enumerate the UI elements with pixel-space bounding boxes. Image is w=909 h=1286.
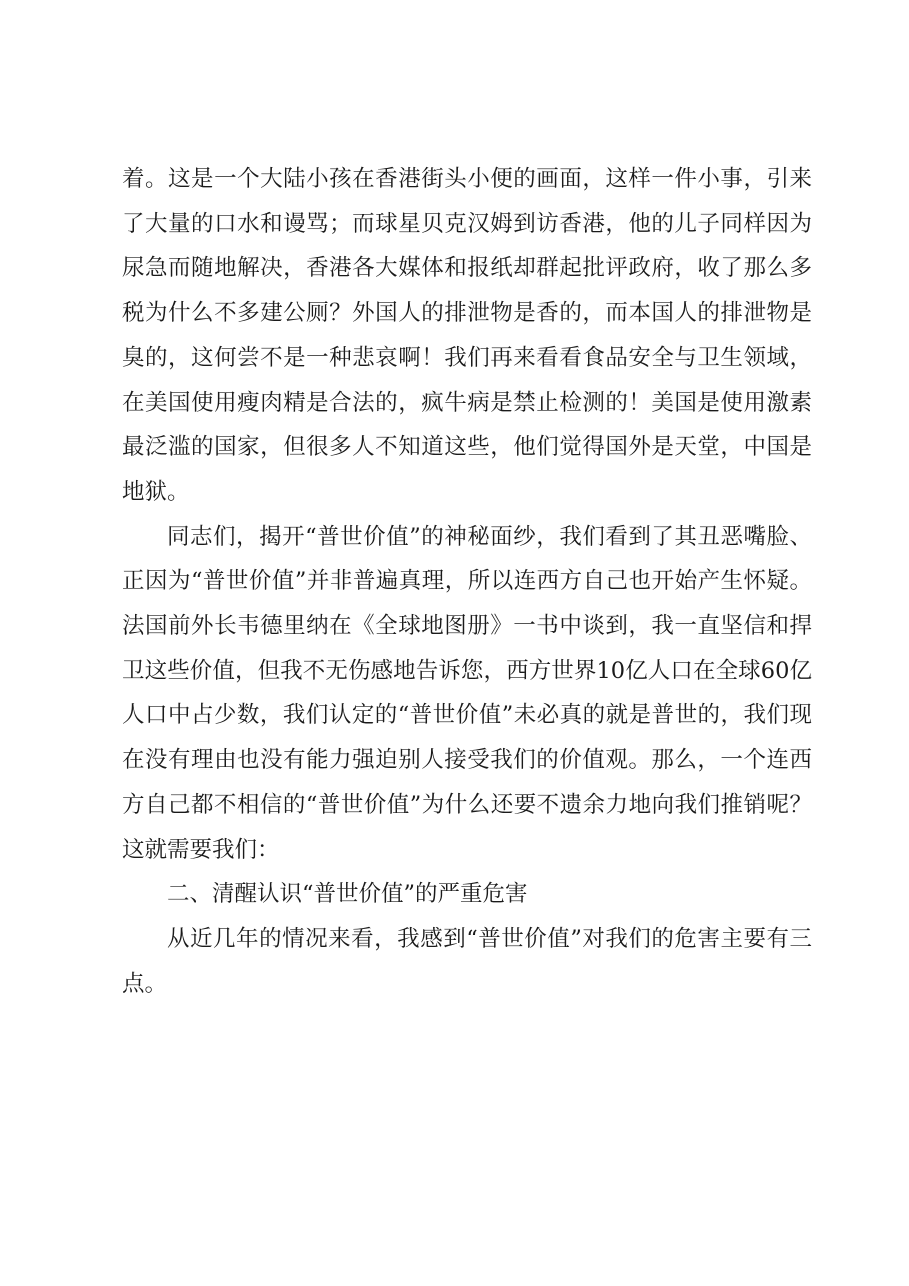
- paragraph-continuation: 着。这是一个大陆小孩在香港街头小便的画面，这样一件小事，引来了大量的口水和谩骂；而球星贝克汉姆到访香港，他的儿子同样因为尿急而随地解决，香港各大媒体和报纸却群起批评政府，收了那么多税为什么不多建公厕？外国人的排泄物是香的，而本国人的排泄物是臭的，这何尝不是一种悲哀啊！我们再来看看食品安全与卫生领域，在美国使用瘦肉精是合法的，疯牛病是禁止检测的！美国是使用激素最泛滥的国家，但很多人不知道这些，他们觉得国外是天堂，中国是地狱。: [122, 166, 812, 505]
- document-body: [122, 157, 812, 1006]
- paragraph-harms-intro: 从近几年的情况来看，我感到“普世价值”对我们的危害主要有三点。: [122, 925, 812, 997]
- section-heading: 二、清醒认识“普世价值”的严重危害: [167, 881, 528, 908]
- paragraph-universal-values-critique: 同志们，揭开“普世价值”的神秘面纱，我们看到了其丑恶嘴脸、正因为“普世价值”并非普遍真理，所以连西方自己也开始产生怀疑。法国前外长韦德里纳在《全球地图册》一书中谈到，我一直坚信和捍卫这些价值，但我不无伤感地告诉您，西方世界10亿人口在全球60亿人口中占少数，我们认定的“普世价值”未必真的就是普世的，我们现在没有理由也没有能力强迫别人接受我们的价值观。那么，一个连西方自己都不相信的“普世价值”为什么还要不遗余力地向我们推销呢？这就需要我们：: [122, 523, 812, 863]
